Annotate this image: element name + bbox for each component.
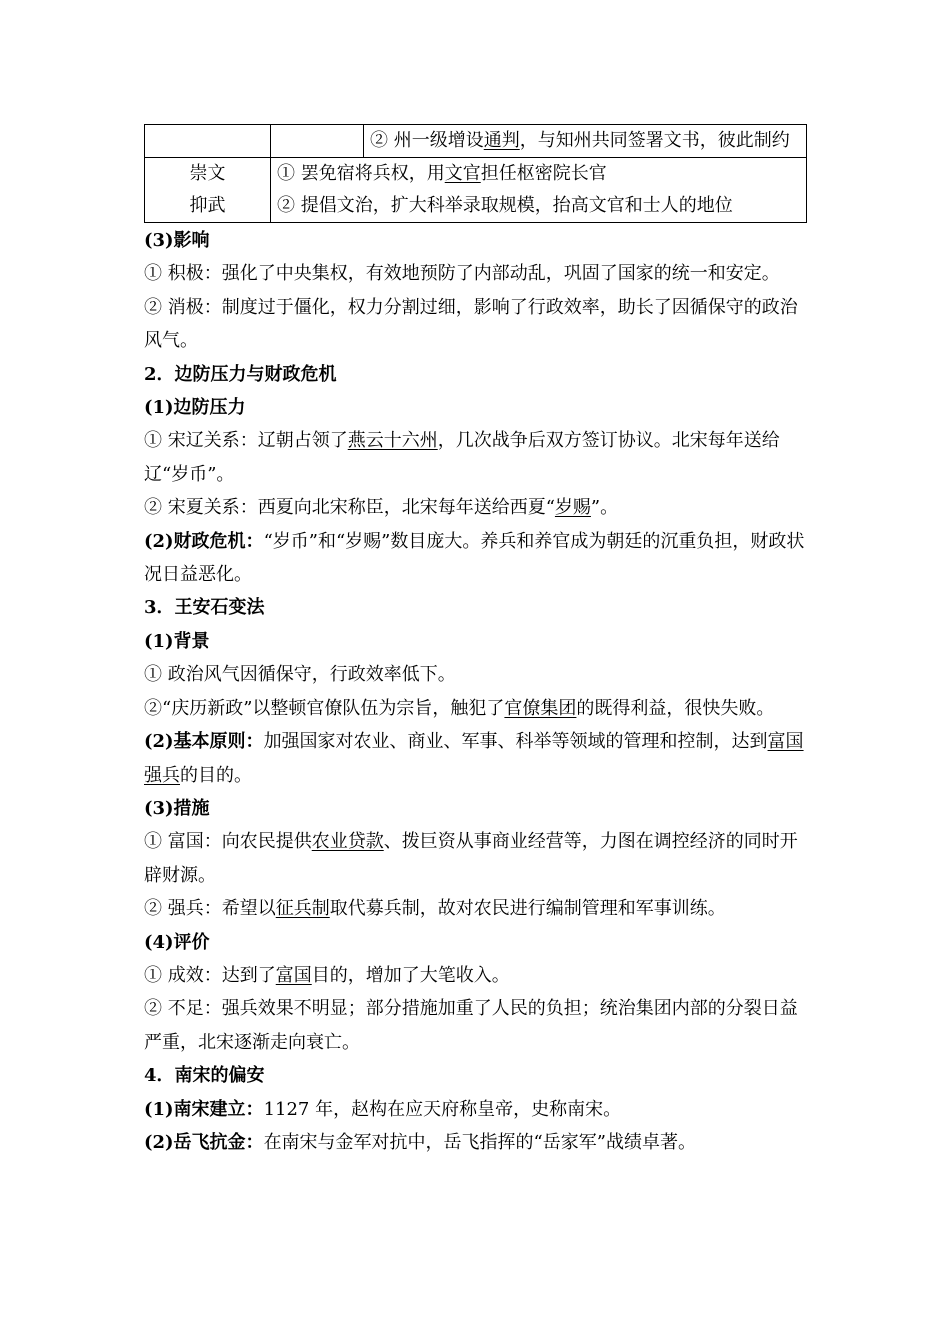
text: ① 富国：向农民提供 [144,831,312,853]
text: ，几次战争后双方签订协议。北宋每年送给辽“岁币”。 [144,430,780,485]
text: ① 宋辽关系：辽朝占领了 [144,430,348,452]
paragraph [144,692,808,725]
table-row [145,125,807,158]
paragraph: ① 政治风气因循保守，行政效率低下。 [144,664,456,686]
text: ① 罢免宿将兵权，用 [277,163,445,184]
text: ② 强兵：希望以 [144,898,276,920]
text: 的目的。 [180,764,252,786]
underlined-term: 富国 [275,964,312,986]
underlined-term: 岁赐 [554,497,591,519]
underlined-term: 燕云十六州 [347,430,438,452]
paragraph [144,525,808,592]
paragraph [144,825,808,892]
text: 在南宋与金军对抗中，岳飞指挥的“岳家军”战绩卓著。 [263,1131,696,1153]
paragraph: ② 消极：制度过于僵化，权力分割过细，影响了行政效率，助长了因循保守的政治风气。 [144,296,798,352]
underlined-term: 通判 [483,130,520,151]
table-cell-category [145,158,271,223]
text: 1127 年，赵构在应天府称皇帝，史称南宋。 [263,1098,622,1120]
text: ② 州一级增设 [370,130,484,151]
table-cell [364,125,807,158]
paragraph [144,725,808,792]
table-cell [271,158,807,223]
paragraph [144,892,808,925]
text: 目的，增加了大笔收入。 [311,964,510,986]
section-heading: 4．南宋的偏安 [144,1065,265,1087]
inline-heading: (2)财政危机： [144,530,264,552]
inline-heading: (2)基本原则： [144,731,264,753]
table-cell [145,125,271,158]
text: ②“庆历新政”以整顿官僚队伍为宗旨，触犯了 [144,697,505,719]
document-content [144,124,808,1159]
paragraph [144,491,808,524]
paragraph [144,1126,808,1159]
policy-table [144,124,807,223]
table-row [145,158,807,223]
text: 加强国家对农业、商业、军事、科举等领域的管理和控制，达到 [263,731,768,753]
table-line [277,158,800,190]
paragraph [144,1093,808,1126]
category-line: 崇文 [189,163,226,184]
paragraph: ① 积极：强化了中央集权，有效地预防了内部动乱，巩固了国家的统一和安定。 [144,263,780,285]
paragraph [144,959,808,992]
subheading: (1)背景 [144,630,210,652]
subheading: (3)影响 [144,230,210,251]
table-line: ② 提倡文治，扩大科举录取规模，抬高文官和士人的地位 [277,195,733,216]
underlined-term: 征兵制 [275,898,330,920]
table-cell [271,125,364,158]
section-heading: 3．王安石变法 [144,597,265,619]
subheading: (3)措施 [144,797,210,819]
text: 担任枢密院长官 [480,163,607,184]
text: ，与知州共同签署文书，彼此制约 [519,130,790,151]
paragraph [144,424,808,491]
text: 的既得利益，很快失败。 [576,697,775,719]
category-line: 抑武 [189,195,226,216]
underlined-term: 农业贷款 [311,831,384,853]
inline-heading: (2)岳飞抗金： [144,1131,264,1153]
subheading: (1)边防压力 [144,397,246,419]
paragraph: ② 不足：强兵效果不明显；部分措施加重了人民的负担；统治集团内部的分裂日益严重，北宋逐渐走向衰亡。 [144,998,798,1053]
underlined-term: 文官 [444,163,481,184]
subheading: (4)评价 [144,931,210,953]
text: “岁币”和“岁赐”数目庞大。养兵和养官成为朝廷的沉重负担，财政状况日益恶化。 [144,530,805,586]
text: ② 宋夏关系：西夏向北宋称臣，北宋每年送给西夏“ [144,497,555,519]
underlined-term: 官僚集团 [504,697,577,719]
section-heading: 2．边防压力与财政危机 [144,363,337,385]
text: 、拨巨资从事商业经营等，力图在调控经济的同时开辟财源。 [144,831,798,886]
underlined-term: 富国强兵 [144,731,804,786]
inline-heading: (1)南宋建立： [144,1098,264,1120]
text: ”。 [590,497,619,519]
text: 取代募兵制，故对农民进行编制管理和军事训练。 [329,898,726,920]
text: ① 成效：达到了 [144,964,276,986]
